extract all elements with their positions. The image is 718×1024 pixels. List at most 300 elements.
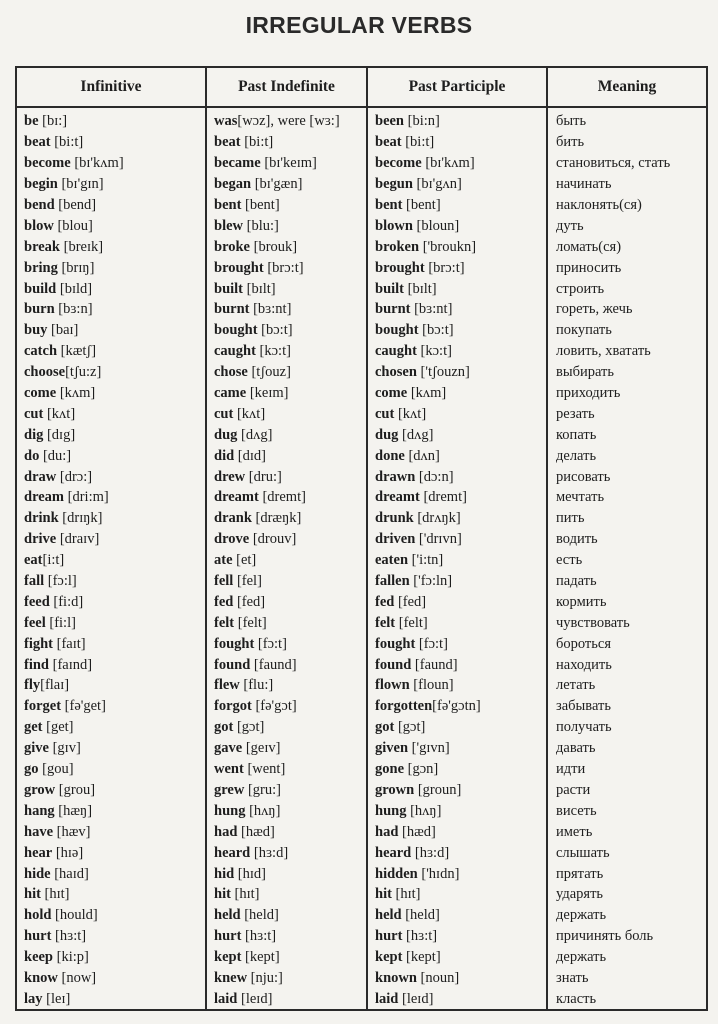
table-row [16,884,707,905]
transcription: [dremt] [419,489,467,506]
verb-form: did [214,447,235,464]
infinitive-cell [16,571,206,592]
verb-form: went [214,761,244,778]
table-row [16,821,707,842]
infinitive-cell [16,445,206,466]
past-indefinite-cell [206,988,367,1010]
verb-form: chose [214,364,248,381]
transcription: ['tʃouzn] [416,364,470,381]
transcription: ['i:tn] [408,552,444,569]
past-participle-cell [367,132,547,153]
transcription: [kʌm] [407,385,447,402]
transcription: [bɪlt] [404,280,437,297]
transcription: [hɪt] [40,886,70,903]
meaning-cell: приходить [547,383,707,404]
transcription: [gou] [38,761,74,778]
meaning-cell: делать [547,445,707,466]
infinitive-cell [16,132,206,153]
transcription: [drɔ:] [56,468,93,485]
infinitive-cell [16,842,206,863]
meaning-cell: идти [547,759,707,780]
past-participle-cell [367,153,547,174]
meaning-cell: водить [547,529,707,550]
transcription: [fi:d] [49,593,84,610]
transcription: [hɜ:t] [402,928,438,945]
verb-form: cut [24,405,44,422]
transcription: [bɪ'keɪm] [260,155,317,172]
infinitive-cell [16,968,206,989]
transcription: [fɔ:t] [254,635,287,652]
verb-form: get [24,719,43,736]
meaning-cell: выбирать [547,362,707,383]
table-row [16,508,707,529]
transcription: [went] [243,761,286,778]
infinitive-cell [16,905,206,926]
transcription: [drɪŋk] [58,510,103,527]
table-row [16,215,707,236]
transcription: [bɪ:] [38,113,68,130]
past-participle-cell [367,320,547,341]
transcription: [bɪlt] [243,280,276,297]
verb-form: felt [375,614,396,631]
past-participle-cell [367,299,547,320]
transcription: [bɜ:nt] [249,301,292,318]
table-row [16,842,707,863]
verb-form: dug [214,426,238,443]
verb-form: blown [375,217,413,234]
infinitive-cell [16,174,206,195]
table-row [16,947,707,968]
verb-form: blew [214,217,243,234]
meaning-cell: дуть [547,215,707,236]
verb-form: dig [24,426,44,443]
table-row [16,654,707,675]
transcription: [dɪg] [43,426,76,443]
transcription: [hʌŋ] [245,802,281,819]
transcription: [hɪd] [234,865,266,882]
past-indefinite-cell [206,905,367,926]
meaning-cell: держать [547,905,707,926]
transcription: [nju:] [247,969,283,986]
transcription: [noun] [416,969,460,986]
meaning-cell: гореть, жечь [547,299,707,320]
past-indefinite-cell [206,424,367,445]
transcription: [dræŋk] [251,510,302,527]
verb-form: drew [214,468,246,485]
meaning-cell: расти [547,780,707,801]
verb-form: hurt [24,928,52,945]
verb-form: find [24,656,49,673]
past-participle-cell [367,968,547,989]
table-row [16,863,707,884]
table-row [16,529,707,550]
transcription: [kept] [241,949,280,966]
verb-form: eat [24,552,43,569]
table-row [16,236,707,257]
meaning-cell: иметь [547,821,707,842]
transcription: [leɪ] [42,990,71,1007]
transcription: ['fɔ:ln] [409,573,453,590]
infinitive-cell [16,236,206,257]
verb-form: burnt [375,301,411,318]
past-indefinite-cell [206,550,367,571]
table-row [16,257,707,278]
infinitive-cell [16,257,206,278]
verb-form: grown [375,781,415,798]
infinitive-cell [16,591,206,612]
transcription: [hɜ:d] [250,844,289,861]
past-participle-cell [367,236,547,257]
verb-form: drunk [375,510,414,527]
transcription: [hæd] [237,823,275,840]
past-indefinite-cell [206,612,367,633]
table-row [16,759,707,780]
column-header-past-participle: Past Participle [367,67,547,107]
verb-form: choose [24,364,66,381]
transcription: [fi:l] [45,614,76,631]
infinitive-cell [16,278,206,299]
verb-form: beat [375,134,402,151]
transcription: [blou] [53,217,93,234]
table-row [16,738,707,759]
transcription: [bi:t] [240,134,274,151]
transcription: [dʌn] [404,447,440,464]
transcription: [blu:] [243,217,279,234]
table-row [16,445,707,466]
meaning-cell: получать [547,717,707,738]
table-row [16,466,707,487]
verb-form: brought [214,259,264,276]
transcription: [bɪ'gæn] [251,176,303,193]
infinitive-cell [16,550,206,571]
transcription: [bent] [402,197,441,213]
transcription: ['hɪdn] [417,865,460,882]
transcription: [gɔt] [394,719,426,736]
verb-form: hold [24,907,52,924]
transcription: [hɪt] [391,886,421,903]
past-participle-cell [367,215,547,236]
transcription: [held] [401,907,440,924]
past-participle-cell [367,529,547,550]
infinitive-cell [16,487,206,508]
verb-form: fed [375,593,395,610]
table-row [16,696,707,717]
past-participle-cell [367,842,547,863]
meaning-cell: рисовать [547,466,707,487]
verb-form: begin [24,176,58,193]
transcription: [bɔ:t] [257,322,293,339]
meaning-cell: прятать [547,863,707,884]
verb-form: laid [375,990,399,1007]
verb-form: catch [24,343,58,360]
meaning-cell: пить [547,508,707,529]
transcription: [fed] [233,593,266,610]
verb-form: drank [214,510,252,527]
past-participle-cell [367,383,547,404]
verb-form: dreamt [214,489,259,506]
past-indefinite-cell [206,153,367,174]
transcription: [fə'gɔtn] [432,698,481,715]
verb-form: built [214,280,244,297]
transcription: [i:t] [42,552,65,569]
verb-form: bring [24,259,58,276]
past-indefinite-cell [206,107,367,132]
column-header-infinitive: Infinitive [16,67,206,107]
past-indefinite-cell [206,362,367,383]
verb-form: laid [214,990,238,1007]
verb-form: come [24,385,57,402]
past-indefinite-cell [206,487,367,508]
verb-form: bought [375,322,419,339]
past-indefinite-cell [206,654,367,675]
transcription: [leɪd] [237,990,273,1007]
transcription: [brɔ:t] [263,259,304,276]
meaning-cell: мечтать [547,487,707,508]
verb-form: flown [375,677,410,694]
past-indefinite-cell [206,529,367,550]
verb-form: fell [214,573,234,590]
verb-form: broke [214,238,250,255]
transcription: [brouk] [250,238,298,255]
table-row [16,320,707,341]
verb-form: give [24,740,49,757]
meaning-cell: класть [547,988,707,1010]
verb-form: buy [24,322,48,339]
table-row [16,612,707,633]
transcription: [kætʃ] [57,343,97,360]
verb-form: lay [24,990,43,1007]
transcription: [bɜ:n] [54,301,93,318]
meaning-cell: давать [547,738,707,759]
infinitive-cell [16,800,206,821]
transcription: [kept] [402,949,441,966]
past-indefinite-cell [206,738,367,759]
past-participle-cell [367,696,547,717]
past-participle-cell [367,863,547,884]
past-indefinite-cell [206,383,367,404]
past-participle-cell [367,675,547,696]
table-row [16,780,707,801]
transcription: [grou] [55,781,96,798]
verb-form: drive [24,531,57,548]
past-indefinite-cell [206,278,367,299]
meaning-cell: держать [547,947,707,968]
verb-form: begun [375,176,413,193]
verb-form: drink [24,510,59,527]
transcription: ['drɪvn] [415,531,462,548]
table-row [16,633,707,654]
verb-form: flew [214,677,240,694]
verb-form: fallen [375,573,410,590]
table-row [16,571,707,592]
verb-form: do [24,447,40,464]
transcription: [hʌŋ] [406,802,442,819]
past-participle-cell [367,571,547,592]
transcription: [keɪm] [246,385,289,402]
table-row [16,107,707,132]
table-row [16,383,707,404]
verb-form: cut [214,405,234,422]
transcription: [bi:t] [50,134,84,151]
verb-form: found [214,656,251,673]
verb-form: gave [214,740,243,757]
verb-form: feed [24,593,50,610]
infinitive-cell [16,759,206,780]
verb-form: heard [214,844,251,861]
meaning-cell: быть [547,107,707,132]
table-row [16,800,707,821]
verb-form: bent [375,197,403,213]
verb-form: hit [375,886,392,903]
transcription: [kɔ:t] [255,343,291,360]
past-participle-cell [367,591,547,612]
table-row [16,153,707,174]
past-indefinite-cell [206,445,367,466]
past-participle-cell [367,257,547,278]
meaning-cell: приносить [547,257,707,278]
past-indefinite-cell [206,195,367,216]
verb-form: blow [24,217,54,234]
transcription: [fed] [394,593,427,610]
past-participle-cell [367,403,547,424]
verb-form: hid [214,865,235,882]
verb-form: dreamt [375,489,420,506]
past-participle-cell [367,905,547,926]
verb-form: be [24,113,39,130]
transcription: [kɔ:t] [416,343,452,360]
past-participle-cell [367,466,547,487]
verb-form: held [375,907,402,924]
verb-form: know [24,969,58,986]
transcription: [tʃu:z] [65,364,102,381]
column-header-past-indefinite: Past Indefinite [206,67,367,107]
verb-form: known [375,969,417,986]
table-row [16,278,707,299]
infinitive-cell [16,508,206,529]
verb-form: dream [24,489,65,506]
transcription: [hæŋ] [54,802,93,819]
transcription: [floun] [409,677,454,694]
table-row [16,174,707,195]
meaning-cell: падать [547,571,707,592]
past-participle-cell [367,107,547,132]
verb-form: driven [375,531,416,548]
table-row [16,195,707,216]
infinitive-cell [16,654,206,675]
transcription: [dri:m] [64,489,109,506]
meaning-cell: начинать [547,174,707,195]
transcription: [hæv] [53,823,91,840]
infinitive-cell [16,341,206,362]
infinitive-cell [16,717,206,738]
verb-form: knew [214,969,248,986]
table-row [16,968,707,989]
verb-form: go [24,761,39,778]
past-participle-cell [367,341,547,362]
verb-form: built [375,280,405,297]
past-participle-cell [367,174,547,195]
transcription: ['broukn] [419,238,477,255]
verb-form: felt [214,614,235,631]
verb-form: fought [214,635,255,652]
past-participle-cell [367,654,547,675]
table-row [16,550,707,571]
meaning-cell: причинять боль [547,926,707,947]
infinitive-cell [16,926,206,947]
past-participle-cell [367,424,547,445]
transcription: [get] [42,719,74,736]
transcription: [gru:] [244,781,281,798]
verb-form: hurt [214,928,242,945]
transcription: [bɪ'kʌm] [70,155,124,172]
verb-form: had [214,823,238,840]
infinitive-cell [16,947,206,968]
past-indefinite-cell [206,780,367,801]
meaning-cell: становиться, стать [547,153,707,174]
infinitive-cell [16,675,206,696]
meaning-cell: висеть [547,800,707,821]
past-indefinite-cell [206,215,367,236]
transcription: [dʌg] [237,426,273,443]
transcription: [tʃouz] [247,364,291,381]
past-indefinite-cell [206,759,367,780]
transcription: [drʌŋk] [413,510,461,527]
verb-form: began [214,176,252,193]
table-row [16,675,707,696]
transcription: [bi:n] [404,113,440,130]
infinitive-cell [16,215,206,236]
past-participle-cell [367,738,547,759]
irregular-verbs-table [15,66,708,1011]
transcription: [brɔ:t] [424,259,465,276]
transcription: [held] [240,907,279,924]
past-participle-cell [367,195,547,216]
table-row [16,341,707,362]
past-indefinite-cell [206,257,367,278]
transcription: [bɪ'gɪn] [57,176,104,193]
verb-form: drawn [375,468,416,485]
past-indefinite-cell [206,403,367,424]
verb-form: came [214,385,247,402]
verb-form: got [375,719,395,736]
verb-form: heard [375,844,412,861]
past-participle-cell [367,487,547,508]
infinitive-cell [16,633,206,654]
transcription: [hɜ:d] [411,844,450,861]
table-row [16,988,707,1010]
meaning-cell: бить [547,132,707,153]
past-participle-cell [367,445,547,466]
transcription: [hɜ:t] [51,928,87,945]
verb-form: gone [375,761,404,778]
verb-form: fly [24,677,41,694]
past-participle-cell [367,926,547,947]
verb-form: come [375,385,408,402]
transcription: [kʌt] [394,405,427,422]
verb-form: been [375,113,404,130]
table-row [16,299,707,320]
past-indefinite-cell [206,968,367,989]
verb-form: break [24,238,60,255]
past-participle-cell [367,780,547,801]
transcription: [faund] [250,656,297,673]
past-indefinite-cell [206,299,367,320]
transcription: [bloun] [412,217,460,234]
transcription: [bɪld] [56,280,93,297]
verb-form: forgotten [375,698,433,715]
transcription: [bɔ:t] [418,322,454,339]
meaning-cell: ударять [547,884,707,905]
